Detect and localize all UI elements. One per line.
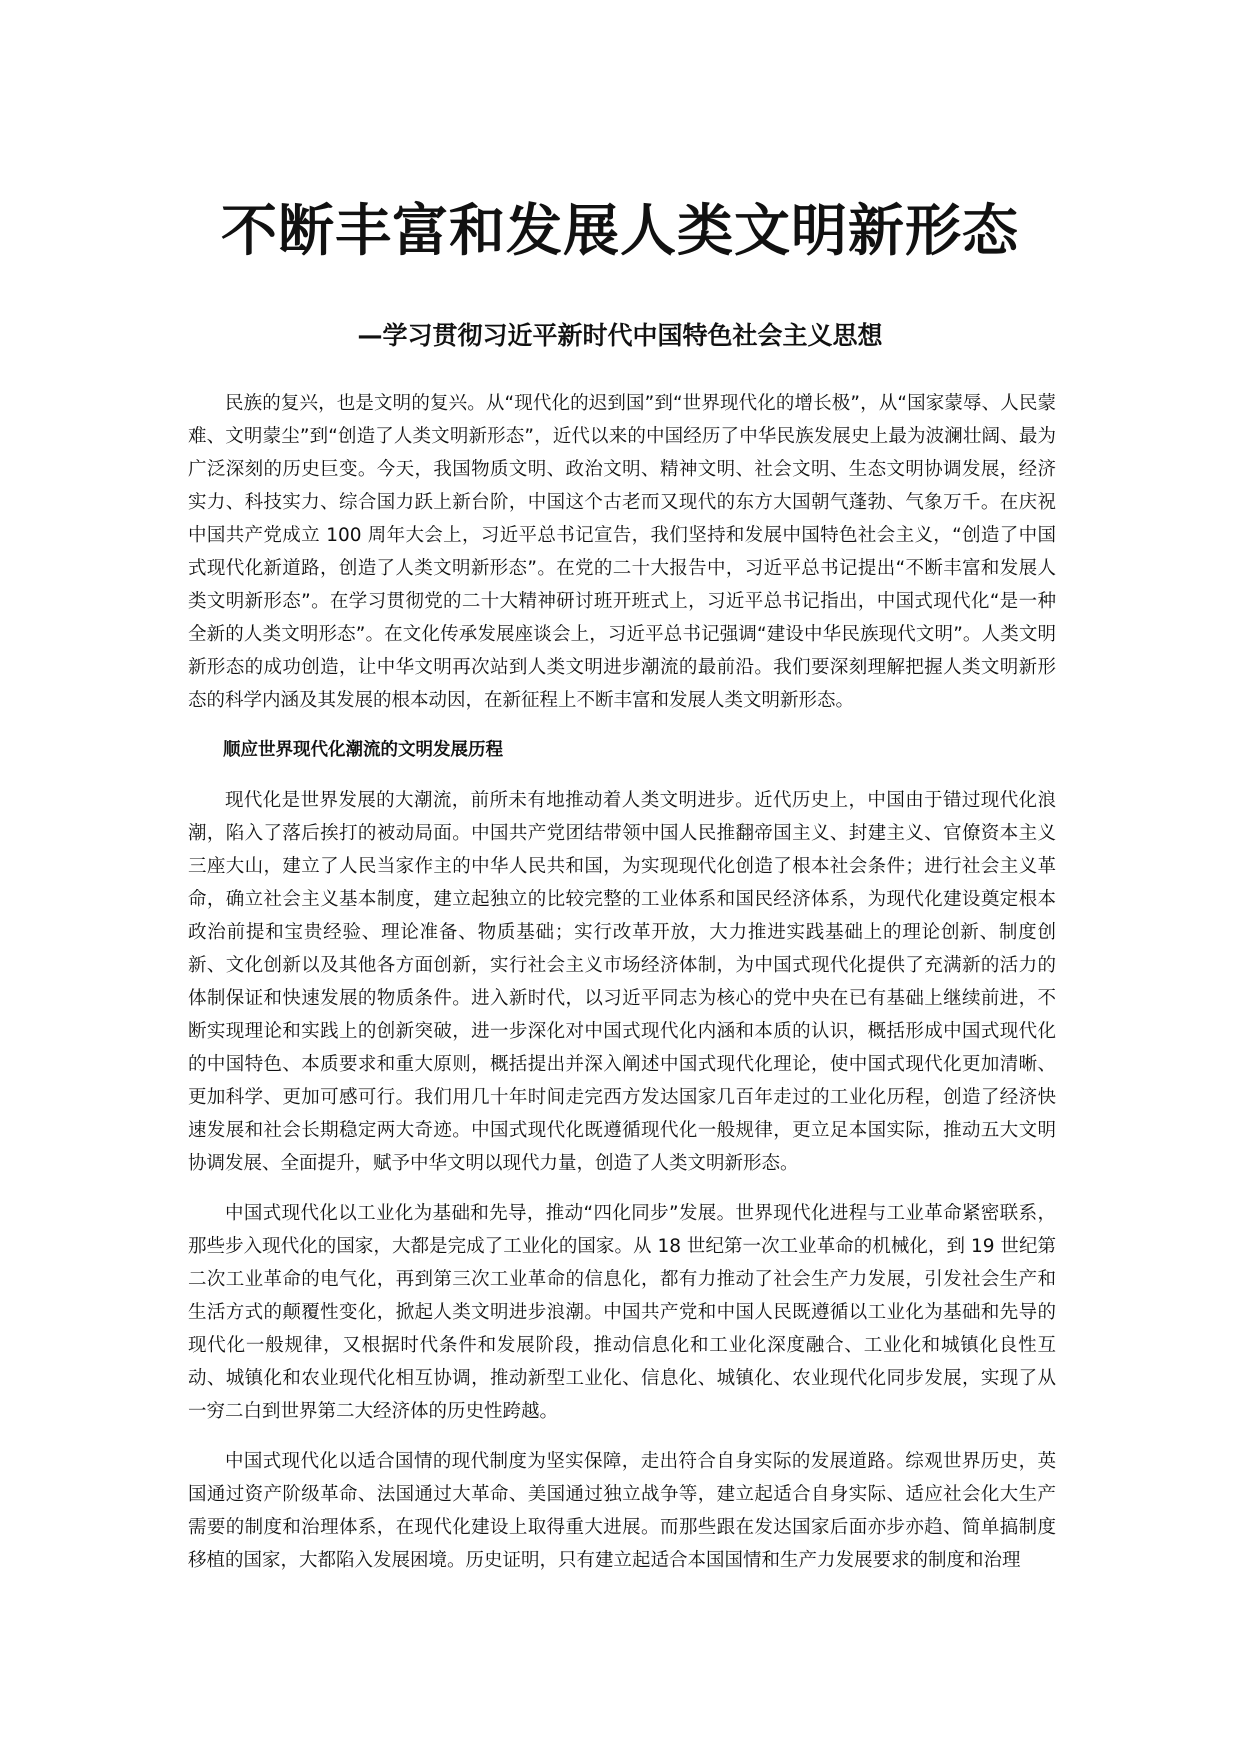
paragraph-intro: 民族的复兴，也是文明的复兴。从“现代化的迟到国”到“世界现代化的增长极”，从“国家蒙辱、人民蒙难、文明蒙尘”到“创造了人类文明新形态”，近代以来的中国经历了中华民族发展史上最为波澜壮阔、最为广泛深刻的历史巨变。今天，我国物质文明、政治文明、精神文明、社会文明、生态文明协调发展，经济实力、科技实力、综合国力跃上新台阶，中国这个古老而又现代的东方大国朝气蓬勃、气象万千。在庆祝中国共产党成立 100 周年大会上，习近平总书记宣告，我们坚持和发展中国特色社会主义，“创造了中国式现代化新道路，创造了人类文明新形态”。在党的二十大报告中，习近平总书记提出“不断丰富和发展人类文明新形态”。在学习贯彻党的二十大精神研讨班开班式上，习近平总书记指出，中国式现代化“是一种全新的人类文明形态”。在文化传承发展座谈会上，习近平总书记强调“建设中华民族现代文明”。人类文明新形态的成功创造，让中华文明再次站到人类文明进步潮流的最前沿。我们要深刻理解把握人类文明新形态的科学内涵及其发展的根本动因，在新征程上不断丰富和发展人类文明新形态。 [188, 393, 1056, 711]
paragraph-industrialization: 中国式现代化以工业化为基础和先导，推动“四化同步”发展。世界现代化进程与工业革命紧密联系，那些步入现代化的国家，大都是完成了工业化的国家。从 18 世纪第一次工业革命的机械化，到 19 世纪第二次工业革命的电气化，再到第三次工业革命的信息化，都有力推动了社会生产力发展，引发社会生产和生活方式的颠覆性变化，掀起人类文明进步浪潮。中国共产党和中国人民既遵循以工业化为基础和先导的现代化一般规律，又根据时代条件和发展阶段，推动信息化和工业化深度融合、工业化和城镇化良性互动、城镇化和农业现代化相互协调，推动新型工业化、信息化、城镇化、农业现代化同步发展，实现了从一穷二白到世界第二大经济体的历史性跨越。 [188, 1203, 1056, 1422]
section-heading: 顺应世界现代化潮流的文明发展历程 [223, 740, 503, 760]
document-subtitle: —学习贯彻习近平新时代中国特色社会主义思想 [357, 321, 883, 350]
paragraph-institutions: 中国式现代化以适合国情的现代制度为坚实保障，走出符合自身实际的发展道路。综观世界历史，英国通过资产阶级革命、法国通过大革命、美国通过独立战争等，建立起适合自身实际、适应社会化大生产需要的制度和治理体系，在现代化建设上取得重大进展。而那些跟在发达国家后面亦步亦趋、简单搞制度移植的国家，大都陷入发展困境。历史证明，只有建立起适合本国国情和生产力发展要求的制度和治理 [188, 1451, 1056, 1571]
paragraph-modernization-history: 现代化是世界发展的大潮流，前所未有地推动着人类文明进步。近代历史上，中国由于错过现代化浪潮，陷入了落后挨打的被动局面。中国共产党团结带领中国人民推翻帝国主义、封建主义、官僚资本主义三座大山，建立了人民当家作主的中华人民共和国，为实现现代化创造了根本社会条件；进行社会主义革命，确立社会主义基本制度，建立起独立的比较完整的工业体系和国民经济体系，为现代化建设奠定根本政治前提和宝贵经验、理论准备、物质基础；实行改革开放，大力推进实践基础上的理论创新、制度创新、文化创新以及其他各方面创新，实行社会主义市场经济体制，为中国式现代化提供了充满新的活力的体制保证和快速发展的物质条件。进入新时代，以习近平同志为核心的党中央在已有基础上继续前进，不断实现理论和实践上的创新突破，进一步深化对中国式现代化内涵和本质的认识，概括形成中国式现代化的中国特色、本质要求和重大原则，概括提出并深入阐述中国式现代化理论，使中国式现代化更加清晰、更加科学、更加可感可行。我们用几十年时间走完西方发达国家几百年走过的工业化历程，创造了经济快速发展和社会长期稳定两大奇迹。中国式现代化既遵循现代化一般规律，更立足本国实际，推动五大文明协调发展、全面提升，赋予中华文明以现代力量，创造了人类文明新形态。 [188, 790, 1056, 1174]
document-body [188, 387, 1056, 1594]
document-title: 不断丰富和发展人类文明新形态 [221, 199, 1019, 264]
